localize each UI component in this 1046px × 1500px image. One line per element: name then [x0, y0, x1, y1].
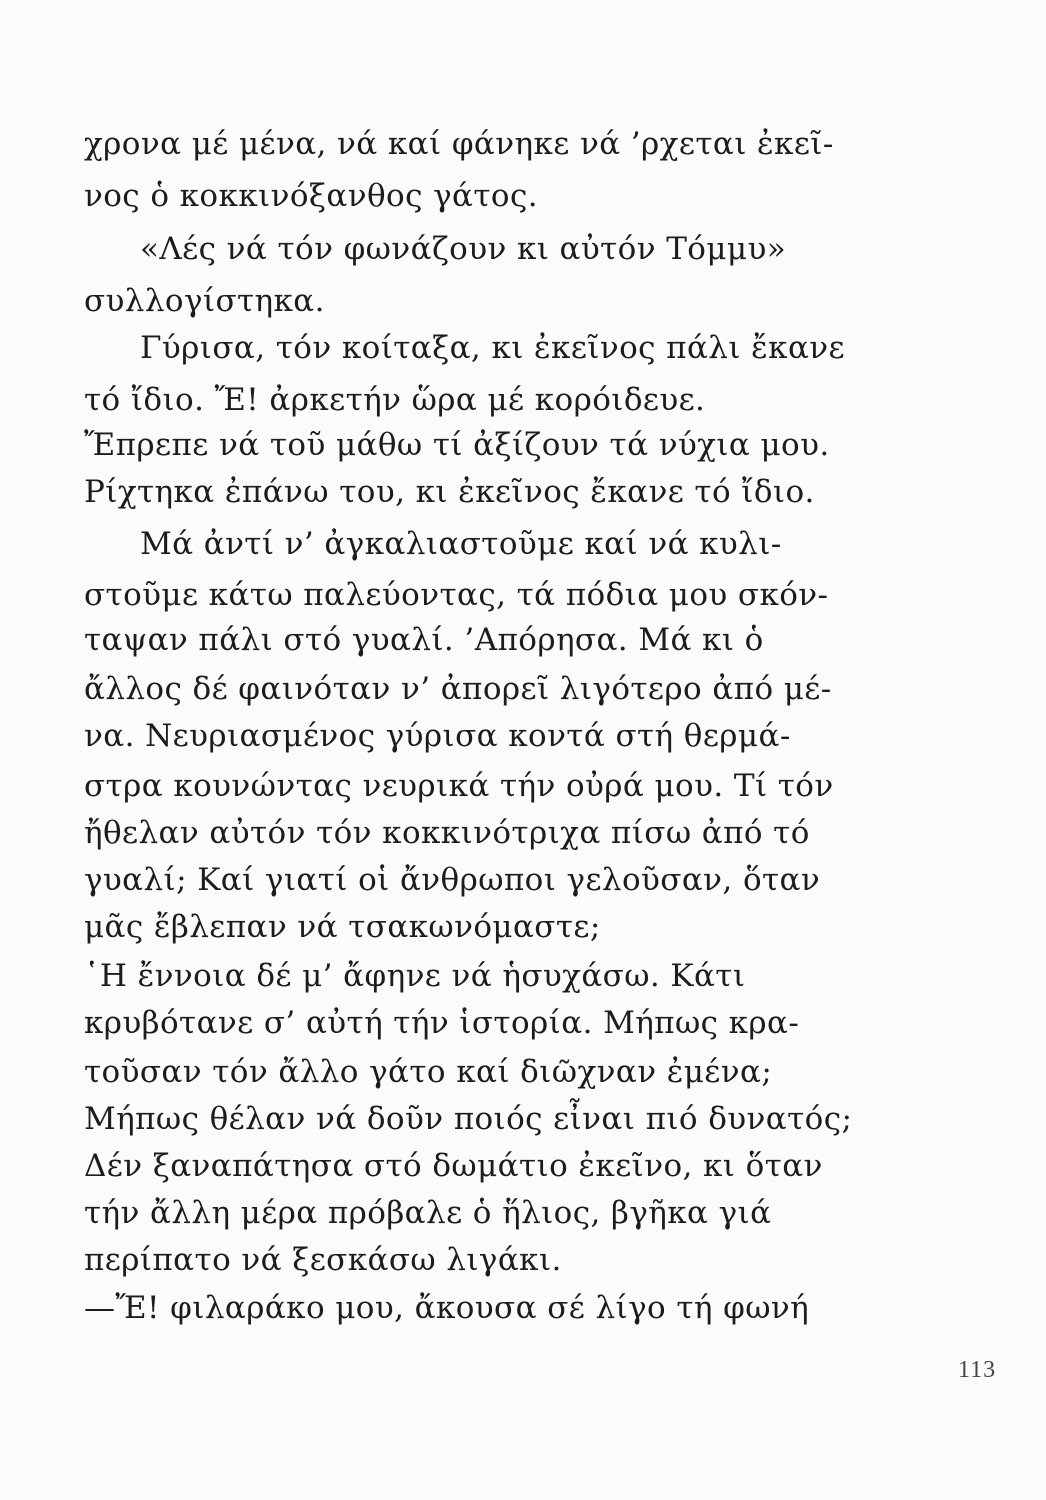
- text-line: στοῦμε κάτω παλεύοντας, τά πόδια μου σκόν-: [84, 577, 829, 613]
- text-line: Ρίχτηκα ἐπάνω του, κι ἐκεῖνος ἔκανε τό ἴδιο.: [84, 474, 815, 510]
- text-line: Δέν ξαναπάτησα στό δωμάτιο ἐκεῖνο, κι ὅταν: [84, 1148, 823, 1184]
- text-line: τό ἴδιο. Ἔ! ἀρκετήν ὥρα μέ κορόιδευε.: [84, 382, 706, 418]
- text-line: τοῦσαν τόν ἄλλο γάτο καί διῶχναν ἐμένα;: [84, 1054, 773, 1090]
- text-line: Μήπως θέλαν νά δοῦν ποιός εἶναι πιό δυνατός;: [84, 1101, 853, 1137]
- text-line: γυαλί; Καί γιατί οἱ ἄνθρωποι γελοῦσαν, ὅταν: [84, 862, 821, 898]
- text-line: Μά ἀντί ν’ ἀγκαλιαστοῦμε καί νά κυλι-: [140, 526, 782, 562]
- text-line: χρονα μέ μένα, νά καί φάνηκε νά ’ρχεται ἐκεῖ-: [84, 126, 834, 162]
- text-line: Ἔπρεπε νά τοῦ μάθω τί ἀξίζουν τά νύχια μου.: [84, 427, 830, 463]
- text-line: ἄλλος δέ φαινόταν ν’ ἀπορεῖ λιγότερο ἀπό μέ-: [84, 671, 832, 707]
- text-line: να. Νευριασμένος γύρισα κοντά στή θερμά-: [84, 718, 791, 754]
- text-line: νος ὁ κοκκινόξανθος γάτος.: [84, 178, 538, 214]
- text-line: περίπατο νά ξεσκάσω λιγάκι.: [84, 1242, 562, 1278]
- text-line: κρυβότανε σ’ αὐτή τήν ἱστορία. Μήπως κρα-: [84, 1005, 800, 1041]
- text-line: τήν ἄλλη μέρα πρόβαλε ὁ ἥλιος, βγῆκα γιά: [84, 1195, 772, 1231]
- text-line: Γύρισα, τόν κοίταξα, κι ἐκεῖνος πάλι ἔκανε: [140, 330, 845, 366]
- text-line: «Λές νά τόν φωνάζουν κι αὐτόν Τόμμυ»: [140, 231, 787, 267]
- page-number: 113: [958, 1357, 997, 1383]
- text-line: ἤθελαν αὐτόν τόν κοκκινότριχα πίσω ἀπό τό: [84, 815, 810, 851]
- text-line: μᾶς ἔβλεπαν νά τσακωνόμαστε;: [84, 909, 601, 945]
- text-line: συλλογίστηκα.: [84, 283, 325, 319]
- text-line: —Ἔ! φιλαράκο μου, ἄκουσα σέ λίγο τή φωνή: [84, 1290, 810, 1326]
- text-line: ῾Η ἔννοια δέ μ’ ἄφηνε νά ἡσυχάσω. Κάτι: [84, 958, 746, 994]
- text-line: στρα κουνώντας νευρικά τήν οὐρά μου. Τί τόν: [84, 768, 834, 804]
- text-line: ταψαν πάλι στό γυαλί. ’Απόρησα. Μά κι ὁ: [84, 622, 764, 658]
